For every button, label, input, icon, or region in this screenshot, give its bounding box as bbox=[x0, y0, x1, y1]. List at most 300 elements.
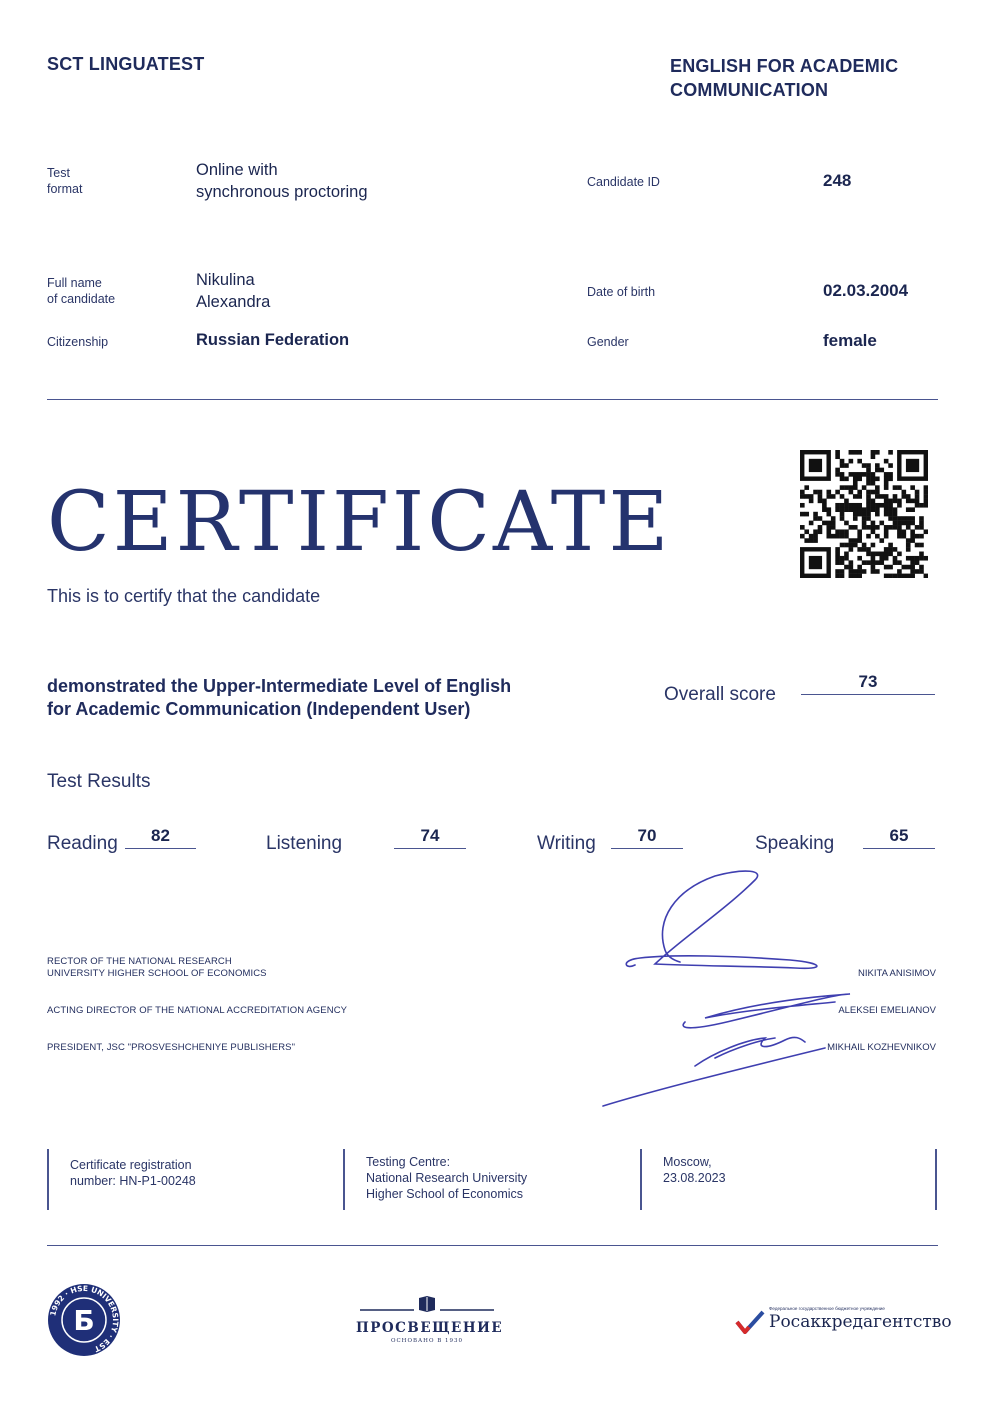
qr-module bbox=[826, 507, 831, 512]
qr-module bbox=[857, 556, 862, 561]
qr-module bbox=[871, 507, 876, 512]
qr-module bbox=[844, 463, 849, 468]
qr-module bbox=[840, 459, 845, 464]
qr-module bbox=[853, 543, 858, 548]
gender-value: female bbox=[823, 331, 877, 350]
qr-module bbox=[919, 543, 924, 548]
qr-module bbox=[893, 512, 898, 517]
qr-module bbox=[902, 529, 907, 534]
qr-module bbox=[888, 512, 893, 517]
qr-module bbox=[866, 468, 871, 473]
full-name-label bbox=[47, 275, 115, 307]
qr-module bbox=[831, 516, 836, 521]
qr-module bbox=[835, 468, 840, 473]
qr-module bbox=[862, 521, 867, 526]
qr-module bbox=[915, 525, 920, 530]
qr-module bbox=[879, 556, 884, 561]
qr-module bbox=[919, 556, 924, 561]
speaking-score: 65 bbox=[889, 826, 909, 845]
qr-module bbox=[849, 565, 854, 570]
qr-module bbox=[822, 503, 827, 508]
qr-module bbox=[875, 569, 880, 574]
qr-module bbox=[871, 450, 876, 455]
qr-module bbox=[800, 525, 805, 530]
qr-module bbox=[822, 499, 827, 504]
qr-module bbox=[857, 512, 862, 517]
qr-module bbox=[853, 503, 858, 508]
qr-module bbox=[893, 494, 898, 499]
qr-module bbox=[835, 560, 840, 565]
candidate-id-label: Candidate ID bbox=[587, 175, 660, 189]
qr-module bbox=[888, 476, 893, 481]
qr-module bbox=[897, 521, 902, 526]
qr-module bbox=[840, 463, 845, 468]
qr-module bbox=[849, 450, 854, 455]
qr-module bbox=[924, 485, 928, 490]
listening-label: Listening bbox=[266, 833, 343, 854]
qr-module bbox=[849, 569, 854, 574]
qr-module bbox=[809, 521, 814, 526]
qr-module bbox=[853, 569, 858, 574]
qr-module bbox=[813, 538, 818, 543]
qr-module bbox=[853, 485, 858, 490]
qr-module bbox=[853, 525, 858, 530]
qr-module bbox=[924, 490, 928, 495]
registration-number bbox=[70, 1157, 196, 1189]
qr-module bbox=[906, 565, 911, 570]
qr-module bbox=[857, 459, 862, 464]
qr-module bbox=[835, 454, 840, 459]
qr-module bbox=[844, 507, 849, 512]
qr-module bbox=[915, 556, 920, 561]
qr-module bbox=[800, 490, 805, 495]
qr-module bbox=[853, 538, 858, 543]
qr-module bbox=[800, 503, 805, 508]
qr-module bbox=[875, 503, 880, 508]
qr-module bbox=[910, 565, 915, 570]
writing-underline bbox=[611, 848, 683, 849]
qr-module bbox=[826, 490, 831, 495]
qr-module bbox=[857, 565, 862, 570]
qr-module bbox=[884, 476, 889, 481]
qr-module bbox=[924, 499, 928, 504]
qr-module bbox=[871, 481, 876, 486]
qr-module bbox=[800, 494, 805, 499]
prosveshchenie-logo bbox=[356, 1294, 504, 1344]
qr-module bbox=[840, 534, 845, 539]
qr-module bbox=[906, 543, 911, 548]
test-format-label bbox=[47, 165, 82, 197]
qr-module bbox=[875, 485, 880, 490]
qr-module bbox=[849, 574, 854, 578]
qr-module bbox=[884, 552, 889, 557]
qr-module bbox=[813, 516, 818, 521]
qr-module bbox=[910, 560, 915, 565]
qr-module bbox=[884, 485, 889, 490]
qr-module bbox=[849, 485, 854, 490]
qr-module bbox=[813, 490, 818, 495]
qr-module bbox=[884, 547, 889, 552]
rosakkredagentstvo-small-text: Федеральное государственное бюджетное учреждение bbox=[769, 1306, 885, 1311]
qr-module bbox=[919, 521, 924, 526]
qr-module bbox=[862, 485, 867, 490]
qr-module bbox=[875, 507, 880, 512]
speaking-label: Speaking bbox=[755, 833, 835, 854]
qr-module bbox=[844, 521, 849, 526]
qr-module bbox=[902, 490, 907, 495]
qr-module bbox=[884, 459, 889, 464]
qr-module bbox=[871, 569, 876, 574]
qr-module bbox=[853, 494, 858, 499]
qr-module bbox=[884, 507, 889, 512]
qr-module bbox=[866, 516, 871, 521]
gender-label: Gender bbox=[587, 335, 629, 349]
qr-module bbox=[822, 521, 827, 526]
qr-module bbox=[879, 560, 884, 565]
qr-module bbox=[857, 529, 862, 534]
qr-module bbox=[888, 516, 893, 521]
qr-module bbox=[884, 481, 889, 486]
reading-score: 82 bbox=[151, 826, 170, 845]
qr-module bbox=[866, 494, 871, 499]
footer-divider-2 bbox=[343, 1149, 345, 1210]
qr-module bbox=[840, 512, 845, 517]
qr-module bbox=[840, 472, 845, 477]
qr-module bbox=[840, 560, 845, 565]
qr-module bbox=[919, 516, 924, 521]
qr-module bbox=[844, 476, 849, 481]
qr-module bbox=[853, 472, 858, 477]
footer-divider-3 bbox=[640, 1149, 642, 1210]
qr-module bbox=[849, 547, 854, 552]
qr-module bbox=[844, 485, 849, 490]
qr-module bbox=[818, 529, 823, 534]
qr-module bbox=[857, 574, 862, 578]
test-format-value-line-1: Online with bbox=[196, 161, 278, 179]
qr-module bbox=[919, 552, 924, 557]
qr-module bbox=[849, 538, 854, 543]
qr-module bbox=[915, 490, 920, 495]
signatory-name-1: NIKITA ANISIMOV bbox=[858, 968, 936, 979]
qr-module bbox=[875, 476, 880, 481]
writing-score: 70 bbox=[637, 826, 657, 845]
qr-module bbox=[840, 476, 845, 481]
qr-module bbox=[835, 569, 840, 574]
exam-title-line-2: COMMUNICATION bbox=[670, 80, 829, 100]
qr-module bbox=[862, 547, 867, 552]
qr-module bbox=[844, 499, 849, 504]
qr-module bbox=[897, 485, 902, 490]
full-name-label-line-2: of candidate bbox=[47, 292, 116, 306]
reading-underline bbox=[125, 848, 196, 849]
divider-top bbox=[47, 399, 938, 400]
qr-module bbox=[866, 503, 871, 508]
brand-title: SCT LINGUATEST bbox=[47, 54, 205, 74]
qr-module bbox=[835, 534, 840, 539]
qr-module bbox=[910, 499, 915, 504]
qr-module bbox=[866, 507, 871, 512]
qr-module bbox=[910, 534, 915, 539]
dob-label: Date of birth bbox=[587, 285, 656, 299]
test-format-label-line-2: format bbox=[47, 182, 83, 196]
qr-module bbox=[884, 494, 889, 499]
qr-module bbox=[857, 494, 862, 499]
citizenship-value: Russian Federation bbox=[196, 331, 350, 349]
qr-module bbox=[871, 499, 876, 504]
qr-module bbox=[835, 556, 840, 561]
qr-module bbox=[897, 574, 902, 578]
footer-divider-4 bbox=[935, 1149, 937, 1210]
issue-date: 23.08.2023 bbox=[663, 1171, 726, 1185]
qr-module bbox=[906, 499, 911, 504]
qr-module bbox=[879, 538, 884, 543]
qr-module bbox=[915, 560, 920, 565]
qr-module bbox=[866, 552, 871, 557]
level-statement bbox=[47, 675, 511, 721]
qr-module bbox=[853, 481, 858, 486]
qr-module bbox=[871, 556, 876, 561]
qr-module bbox=[879, 494, 884, 499]
qr-module bbox=[813, 529, 818, 534]
qr-module bbox=[871, 525, 876, 530]
qr-module bbox=[897, 560, 902, 565]
qr-module bbox=[893, 547, 898, 552]
issue-place-date bbox=[663, 1154, 726, 1186]
qr-module bbox=[875, 463, 880, 468]
overall-score-label: Overall score bbox=[664, 684, 776, 705]
qr-module bbox=[809, 538, 814, 543]
qr-module bbox=[897, 503, 902, 508]
qr-module bbox=[849, 543, 854, 548]
qr-module bbox=[840, 494, 845, 499]
signature-1 bbox=[626, 871, 817, 968]
qr-module bbox=[835, 450, 840, 455]
signatory-role-1-line-1: RECTOR OF THE NATIONAL RESEARCH bbox=[47, 956, 232, 967]
qr-module bbox=[800, 534, 805, 539]
qr-module bbox=[875, 450, 880, 455]
qr-module bbox=[857, 534, 862, 539]
qr-module bbox=[857, 569, 862, 574]
qr-module bbox=[840, 507, 845, 512]
qr-module bbox=[840, 574, 845, 578]
qr-module bbox=[866, 476, 871, 481]
testing-centre-line-3: Higher School of Economics bbox=[366, 1187, 524, 1201]
qr-module bbox=[862, 560, 867, 565]
qr-module bbox=[875, 552, 880, 557]
qr-finder-square bbox=[809, 556, 822, 569]
qr-module bbox=[897, 525, 902, 530]
qr-module bbox=[826, 521, 831, 526]
qr-module bbox=[884, 556, 889, 561]
qr-module bbox=[906, 556, 911, 561]
qr-module bbox=[849, 507, 854, 512]
signature-2 bbox=[683, 994, 850, 1028]
qr-module bbox=[853, 450, 858, 455]
qr-module bbox=[853, 516, 858, 521]
level-statement-line-1: demonstrated the Upper-Intermediate Level of English bbox=[47, 676, 512, 696]
qr-module bbox=[857, 472, 862, 477]
qr-module bbox=[884, 534, 889, 539]
exam-title-line-1: ENGLISH FOR ACADEMIC bbox=[670, 56, 899, 76]
qr-module bbox=[893, 485, 898, 490]
qr-module bbox=[919, 525, 924, 530]
qr-module bbox=[888, 472, 893, 477]
qr-module bbox=[888, 499, 893, 504]
qr-module bbox=[866, 512, 871, 517]
qr-module bbox=[849, 459, 854, 464]
qr-module bbox=[879, 503, 884, 508]
qr-module bbox=[849, 490, 854, 495]
qr-module bbox=[915, 569, 920, 574]
qr-module bbox=[826, 534, 831, 539]
qr-module bbox=[809, 534, 814, 539]
qr-module bbox=[831, 521, 836, 526]
qr-module bbox=[893, 560, 898, 565]
qr-module bbox=[840, 503, 845, 508]
full-name-value bbox=[196, 269, 270, 313]
qr-module bbox=[804, 512, 809, 517]
test-format-value bbox=[196, 159, 368, 203]
qr-module bbox=[853, 476, 858, 481]
qr-module bbox=[831, 534, 836, 539]
qr-module bbox=[902, 534, 907, 539]
qr-module bbox=[924, 556, 928, 561]
qr-module bbox=[879, 468, 884, 473]
footer-divider-1 bbox=[47, 1149, 49, 1210]
qr-module bbox=[871, 476, 876, 481]
qr-module bbox=[818, 499, 823, 504]
qr-module bbox=[897, 534, 902, 539]
qr-module bbox=[862, 472, 867, 477]
prosveshchenie-subtitle: ОСНОВАНО В 1930 bbox=[390, 1338, 464, 1344]
qr-module bbox=[826, 512, 831, 517]
prosveshchenie-name: ПРОСВЕЩЕНИЕ bbox=[356, 1320, 504, 1336]
qr-module bbox=[906, 574, 911, 578]
full-name-value-line-1: Nikulina bbox=[196, 271, 255, 289]
hse-logo-ring-text: 1992 · HSE UNIVERSITY · EST bbox=[48, 1283, 121, 1354]
full-name-label-line-1: Full name bbox=[47, 276, 102, 290]
qr-module bbox=[897, 529, 902, 534]
qr-module bbox=[884, 512, 889, 517]
divider-bottom bbox=[47, 1245, 938, 1246]
candidate-id-value: 248 bbox=[823, 171, 852, 190]
qr-module bbox=[866, 472, 871, 477]
qr-module bbox=[866, 525, 871, 530]
qr-module bbox=[857, 538, 862, 543]
qr-module bbox=[884, 565, 889, 570]
qr-module bbox=[919, 534, 924, 539]
qr-module bbox=[902, 494, 907, 499]
qr-module bbox=[897, 499, 902, 504]
qr-module bbox=[888, 525, 893, 530]
qr-module bbox=[844, 565, 849, 570]
qr-module bbox=[915, 543, 920, 548]
writing-label: Writing bbox=[537, 833, 596, 854]
signatory-name-2: ALEKSEI EMELIANOV bbox=[838, 1005, 936, 1016]
certificate-title: CERTIFICATE bbox=[47, 475, 672, 570]
qr-module bbox=[871, 472, 876, 477]
registration-number-line-2: number: HN-P1-00248 bbox=[70, 1174, 196, 1188]
checkmark-icon bbox=[735, 1310, 765, 1334]
qr-module bbox=[924, 503, 928, 508]
prosveshchenie-emblem-icon bbox=[356, 1294, 498, 1314]
qr-module bbox=[866, 560, 871, 565]
qr-module bbox=[897, 516, 902, 521]
qr-module bbox=[910, 529, 915, 534]
rosakkredagentstvo-name: Росаккредагентство bbox=[769, 1312, 952, 1332]
qr-module bbox=[906, 538, 911, 543]
qr-module bbox=[857, 450, 862, 455]
overall-score-underline bbox=[801, 694, 935, 695]
qr-module bbox=[849, 472, 854, 477]
qr-module bbox=[862, 516, 867, 521]
qr-module bbox=[866, 490, 871, 495]
signatory-name-3: MIKHAIL KOZHEVNIKOV bbox=[827, 1042, 936, 1053]
listening-underline bbox=[394, 848, 466, 849]
qr-module bbox=[910, 516, 915, 521]
qr-module bbox=[884, 525, 889, 530]
level-statement-line-2: for Academic Communication (Independent User) bbox=[47, 699, 471, 719]
qr-module bbox=[906, 521, 911, 526]
qr-module bbox=[919, 569, 924, 574]
qr-module bbox=[888, 552, 893, 557]
registration-number-line-1: Certificate registration bbox=[70, 1158, 192, 1172]
qr-module bbox=[910, 569, 915, 574]
qr-module bbox=[893, 574, 898, 578]
qr-module bbox=[906, 507, 911, 512]
testing-centre-line-1: Testing Centre: bbox=[366, 1155, 451, 1169]
qr-module bbox=[915, 494, 920, 499]
qr-module bbox=[862, 512, 867, 517]
qr-module bbox=[818, 525, 823, 530]
qr-module bbox=[875, 468, 880, 473]
qr-module bbox=[915, 503, 920, 508]
qr-module bbox=[879, 521, 884, 526]
qr-module bbox=[875, 512, 880, 517]
qr-module bbox=[915, 534, 920, 539]
qr-module bbox=[844, 503, 849, 508]
qr-module bbox=[826, 525, 831, 530]
qr-module bbox=[835, 529, 840, 534]
qr-module bbox=[853, 574, 858, 578]
qr-module bbox=[906, 494, 911, 499]
qr-module bbox=[871, 552, 876, 557]
qr-module bbox=[910, 556, 915, 561]
qr-module bbox=[818, 490, 823, 495]
citizenship-label: Citizenship bbox=[47, 335, 109, 349]
qr-module bbox=[871, 543, 876, 548]
qr-module bbox=[813, 534, 818, 539]
qr-module bbox=[840, 569, 845, 574]
qr-module bbox=[849, 560, 854, 565]
qr-module bbox=[866, 534, 871, 539]
qr-module bbox=[924, 494, 928, 499]
qr-module bbox=[884, 574, 889, 578]
qr-module bbox=[871, 521, 876, 526]
full-name-value-line-2: Alexandra bbox=[196, 293, 271, 311]
qr-module bbox=[910, 574, 915, 578]
qr-module bbox=[866, 463, 871, 468]
qr-finder-square bbox=[906, 459, 919, 472]
qr-module bbox=[835, 552, 840, 557]
exam-title bbox=[670, 54, 898, 102]
qr-module bbox=[862, 507, 867, 512]
qr-module bbox=[866, 481, 871, 486]
testing-centre bbox=[366, 1154, 527, 1202]
qr-module bbox=[849, 503, 854, 508]
signatory-role-2: ACTING DIRECTOR OF THE NATIONAL ACCREDITATION AGENCY bbox=[47, 1005, 348, 1016]
qr-module bbox=[857, 547, 862, 552]
